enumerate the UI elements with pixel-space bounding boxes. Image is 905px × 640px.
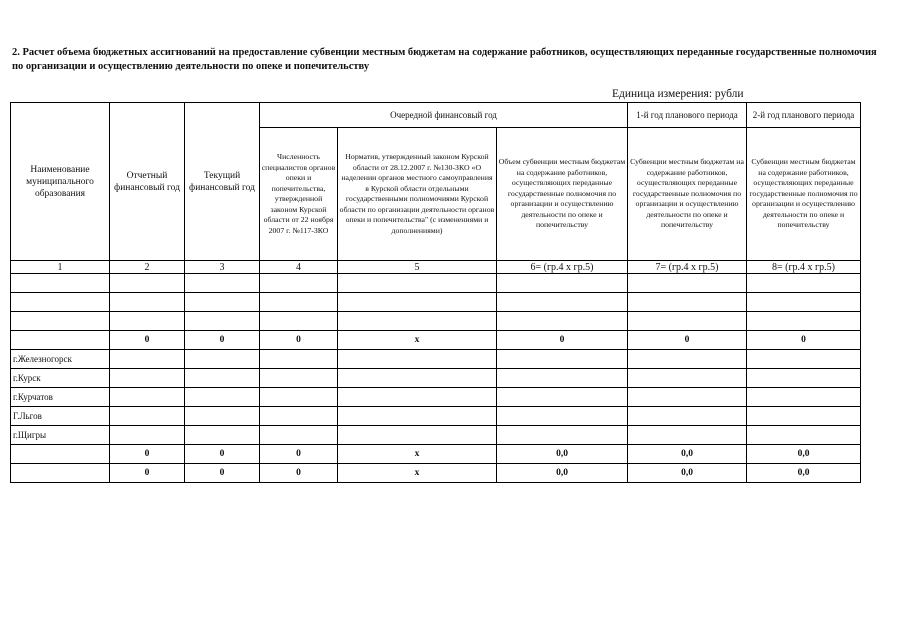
header-volume: Объем субвенции местным бюджетам на содержание работников, осуществляющих переданные государственные полномочия по организации и осуществлению деятельности по опеке и попечительству (497, 128, 628, 261)
table-row (11, 388, 861, 407)
table-row (11, 426, 861, 445)
value-cell: 0 (110, 445, 185, 464)
value-cell (628, 274, 747, 293)
value-cell (628, 407, 747, 426)
municipality-cell (11, 274, 110, 293)
value-cell (110, 369, 185, 388)
value-cell (260, 388, 338, 407)
header-report-year: Отчетный финансовый год (110, 103, 185, 261)
table-row (11, 350, 861, 369)
value-cell: 0,0 (747, 464, 861, 483)
value-cell (185, 274, 260, 293)
municipality-cell: г.Курчатов (11, 388, 110, 407)
value-cell (747, 274, 861, 293)
budget-table (10, 102, 861, 483)
table-row (11, 464, 861, 483)
value-cell (260, 350, 338, 369)
column-number: 1 (11, 261, 110, 274)
value-cell: 0 (185, 445, 260, 464)
table-row (11, 407, 861, 426)
value-cell: 0,0 (628, 445, 747, 464)
unit-label: Единица измерения: рубли (612, 88, 744, 100)
value-cell (260, 407, 338, 426)
value-cell (628, 426, 747, 445)
value-cell (185, 388, 260, 407)
table-row (11, 331, 861, 350)
value-cell (338, 350, 497, 369)
value-cell: х (338, 464, 497, 483)
value-cell (338, 407, 497, 426)
value-cell: х (338, 331, 497, 350)
value-cell: 0 (260, 331, 338, 350)
value-cell: 0 (260, 464, 338, 483)
value-cell (110, 274, 185, 293)
value-cell (110, 293, 185, 312)
value-cell (110, 388, 185, 407)
column-number: 8= (гр.4 х гр.5) (747, 261, 861, 274)
value-cell (628, 350, 747, 369)
column-number: 6= (гр.4 х гр.5) (497, 261, 628, 274)
value-cell: 0 (260, 445, 338, 464)
header-headcount: Численность специалистов органов опеки и попечительства, утвержденной законом Курской области от 22 ноября 2007 г. №117-ЗКО (260, 128, 338, 261)
value-cell (338, 369, 497, 388)
value-cell (185, 426, 260, 445)
value-cell (338, 312, 497, 331)
value-cell (497, 369, 628, 388)
header-plan-year-1: 1-й год планового периода (628, 103, 747, 128)
value-cell (110, 312, 185, 331)
value-cell (185, 369, 260, 388)
value-cell (628, 388, 747, 407)
value-cell (628, 369, 747, 388)
table-body (11, 274, 861, 483)
value-cell (497, 388, 628, 407)
value-cell (628, 293, 747, 312)
value-cell: 0 (747, 331, 861, 350)
value-cell (185, 350, 260, 369)
municipality-cell (11, 312, 110, 331)
municipality-cell: г.Железногорск (11, 350, 110, 369)
column-number: 3 (185, 261, 260, 274)
municipality-cell (11, 293, 110, 312)
table-row (11, 312, 861, 331)
value-cell (747, 407, 861, 426)
column-number: 4 (260, 261, 338, 274)
column-number: 2 (110, 261, 185, 274)
municipality-cell: г.Курск (11, 369, 110, 388)
table-row (11, 369, 861, 388)
header-current-year: Текущий финансовый год (185, 103, 260, 261)
value-cell (338, 388, 497, 407)
value-cell (747, 388, 861, 407)
value-cell (747, 312, 861, 331)
header-subvention-plan-2: Субвенции местным бюджетам на содержание работников, осуществляющих переданные государственные полномочия по организации и осуществлению деятельности по опеке и попечительству (747, 128, 861, 261)
value-cell (747, 350, 861, 369)
value-cell: 0,0 (497, 464, 628, 483)
value-cell: 0,0 (747, 445, 861, 464)
value-cell (497, 312, 628, 331)
value-cell (110, 407, 185, 426)
value-cell (260, 274, 338, 293)
value-cell: 0 (628, 331, 747, 350)
municipality-cell: г.Щигры (11, 426, 110, 445)
value-cell: 0 (185, 464, 260, 483)
value-cell (747, 426, 861, 445)
value-cell (497, 350, 628, 369)
table-row (11, 274, 861, 293)
municipality-cell (11, 445, 110, 464)
value-cell (497, 407, 628, 426)
header-norm: Норматив, утвержденный законом Курской области от 28.12.2007 г. №130-ЗКО «О наделении органов местного самоуправления в Курской области отдельными государственными полномочиями Курской области по организации деятельности органов опеки и попечительства" (с изменениями и дополнениями) (338, 128, 497, 261)
column-number-row (11, 261, 861, 274)
value-cell (628, 312, 747, 331)
header-subvention-plan-1: Субвенции местным бюджетам на содержание работников, осуществляющих переданные государственные полномочия по организации и осуществлению деятельности по опеке и попечительству (628, 128, 747, 261)
value-cell (338, 274, 497, 293)
table-row (11, 445, 861, 464)
value-cell: 0,0 (497, 445, 628, 464)
table-row (11, 293, 861, 312)
value-cell: 0 (497, 331, 628, 350)
value-cell (185, 293, 260, 312)
value-cell (338, 426, 497, 445)
section-heading: 2. Расчет объема бюджетных ассигнований на предоставление субвенции местным бюджетам на содержание работников, осуществляющих переданные государственные полномочия по организации и осуществлению деятельности по опеке и попечительству (12, 47, 877, 72)
value-cell (260, 312, 338, 331)
municipality-cell (11, 464, 110, 483)
value-cell (260, 293, 338, 312)
municipality-cell: Г.Льгов (11, 407, 110, 426)
header-next-year: Очередной финансовый год (260, 103, 628, 128)
value-cell (110, 426, 185, 445)
value-cell: 0 (110, 464, 185, 483)
header-plan-year-2: 2-й год планового периода (747, 103, 861, 128)
value-cell: 0,0 (628, 464, 747, 483)
value-cell (497, 293, 628, 312)
header-municipality: Наименование муниципального образования (11, 103, 110, 261)
value-cell (497, 274, 628, 293)
column-number: 5 (338, 261, 497, 274)
value-cell (497, 426, 628, 445)
value-cell (260, 426, 338, 445)
value-cell: 0 (185, 331, 260, 350)
value-cell (747, 293, 861, 312)
value-cell (747, 369, 861, 388)
value-cell (338, 293, 497, 312)
value-cell (185, 407, 260, 426)
value-cell (260, 369, 338, 388)
column-number: 7= (гр.4 х гр.5) (628, 261, 747, 274)
value-cell: 0 (110, 331, 185, 350)
value-cell: х (338, 445, 497, 464)
municipality-cell (11, 331, 110, 350)
value-cell (110, 350, 185, 369)
value-cell (185, 312, 260, 331)
